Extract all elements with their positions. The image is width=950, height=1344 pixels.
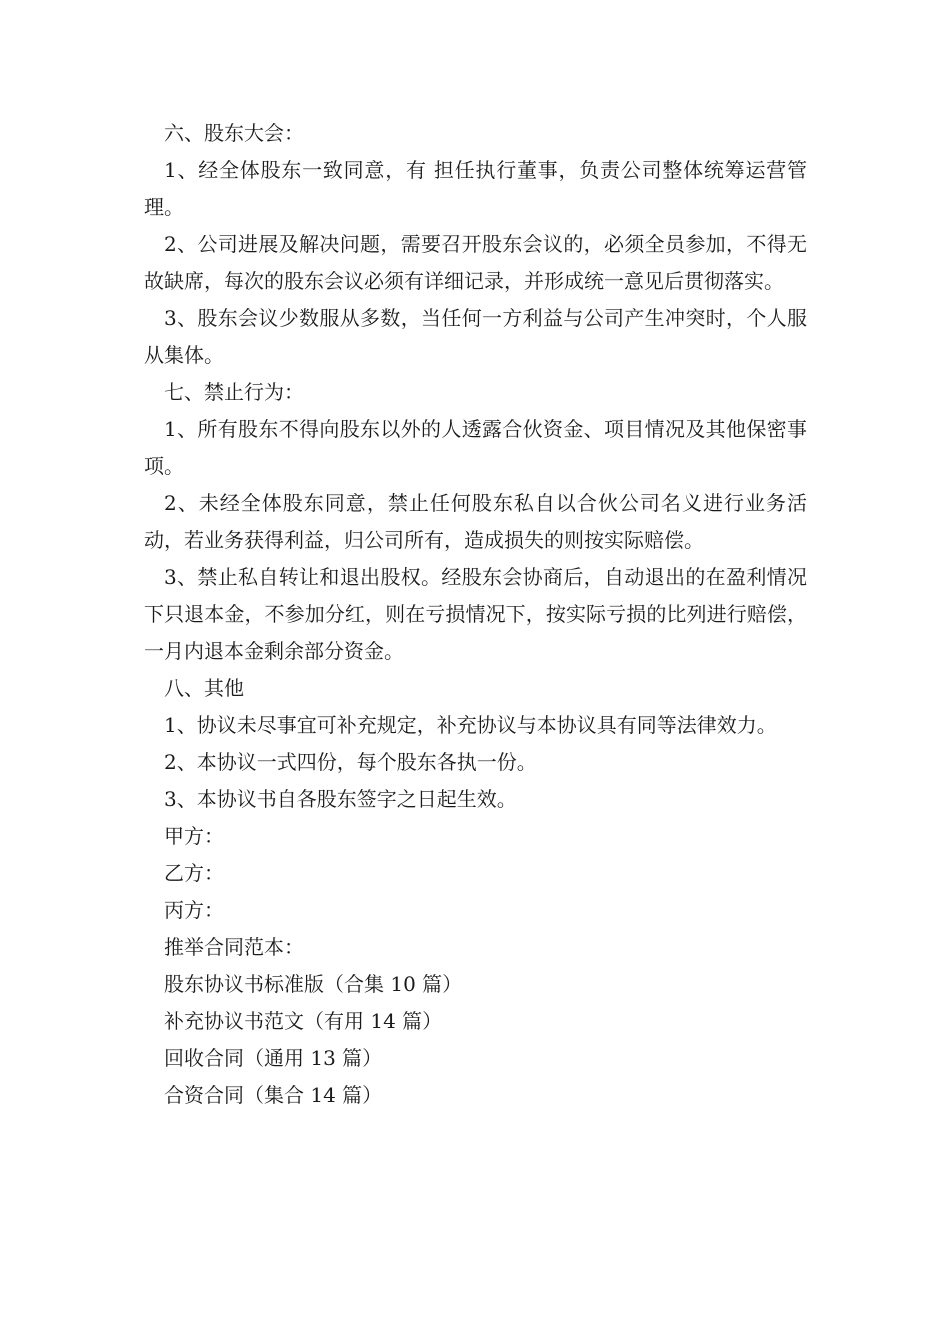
signature-party-a: 甲方： xyxy=(164,824,224,848)
document-page xyxy=(144,115,807,1114)
recommended-template-item: 股东协议书标准版（合集 10 篇） xyxy=(164,972,463,996)
signature-party-b: 乙方： xyxy=(164,861,224,885)
recommended-template-item: 回收合同（通用 13 篇） xyxy=(164,1046,383,1070)
recommended-template-item: 补充协议书范文（有用 14 篇） xyxy=(164,1009,443,1033)
clause-8-3: 3、本协议书自各股东签字之日起生效。 xyxy=(164,787,517,811)
clause-8-1: 1、协议未尽事宜可补充规定，补充协议与本协议具有同等法律效力。 xyxy=(164,713,777,737)
recommended-templates-heading: 推举合同范本： xyxy=(164,935,304,959)
clause-7-3: 3、禁止私自转让和退出股权。经股东会协商后，自动退出的在盈利情况下只退本金，不参加分红，则在亏损情况下，按实际亏损的比列进行赔偿，一月内退本金剩余部分资金。 xyxy=(144,565,807,663)
section-heading-prohibited-acts: 七、禁止行为： xyxy=(164,380,304,404)
clause-8-2: 2、本协议一式四份，每个股东各执一份。 xyxy=(164,750,537,774)
section-heading-shareholders-meeting: 六、股东大会： xyxy=(164,121,304,145)
section-heading-other: 八、其他 xyxy=(164,676,244,700)
clause-7-2: 2、未经全体股东同意，禁止任何股东私自以合伙公司名义进行业务活动，若业务获得利益，归公司所有，造成损失的则按实际赔偿。 xyxy=(144,491,807,552)
clause-6-3: 3、股东会议少数服从多数，当任何一方利益与公司产生冲突时，个人服从集体。 xyxy=(144,306,807,367)
clause-6-1: 1、经全体股东一致同意，有 担任执行董事，负责公司整体统筹运营管理。 xyxy=(144,158,807,219)
clause-7-1: 1、所有股东不得向股东以外的人透露合伙资金、项目情况及其他保密事项。 xyxy=(144,417,807,478)
clause-6-2: 2、公司进展及解决问题，需要召开股东会议的，必须全员参加，不得无故缺席，每次的股东会议必须有详细记录，并形成统一意见后贯彻落实。 xyxy=(144,232,807,293)
recommended-template-item: 合资合同（集合 14 篇） xyxy=(164,1083,383,1107)
signature-party-c: 丙方： xyxy=(164,898,224,922)
